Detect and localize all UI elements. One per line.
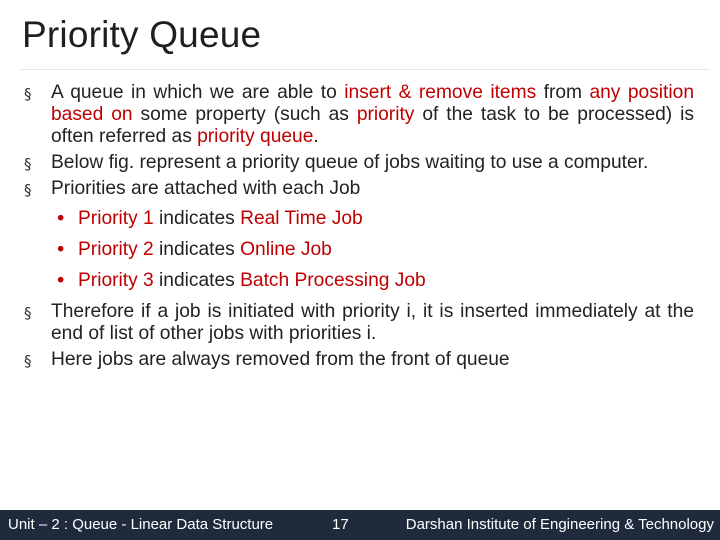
bullet-text: Priorities are attached with each Job (51, 178, 361, 199)
sub-bullet-glyph: • (55, 207, 67, 230)
bullet-text: A queue in which we are able to (51, 82, 345, 103)
bullet-text: from (536, 82, 590, 103)
bullet-text: of the task to be processed) is often referred as (51, 104, 694, 147)
sub-bullet-text: indicates (153, 239, 241, 260)
job-type: Batch Processing Job (240, 270, 426, 291)
bullet-item (22, 178, 694, 200)
sub-bullet-text: indicates (153, 270, 241, 291)
priority-label: Priority 2 (78, 239, 154, 260)
slide-content (22, 82, 694, 375)
sub-bullet-item (22, 239, 694, 261)
bullet-glyph: § (24, 181, 32, 199)
bullet-text: Therefore if a job is initiated with priority i, it is inserted immediately at the end of list of other jobs with priorities i. (51, 301, 694, 344)
bullet-item (22, 301, 694, 345)
priority-label: Priority 1 (78, 208, 154, 229)
page-number: 17 (332, 516, 349, 533)
sub-bullet-glyph: • (55, 238, 67, 261)
job-type: Online Job (240, 239, 332, 260)
bullet-text: Here jobs are always removed from the front of queue (51, 349, 510, 370)
slide-footer (0, 510, 720, 540)
bullet-text: some property (such as (132, 104, 357, 125)
title-divider (20, 69, 710, 70)
bullet-text: Below fig. represent a priority queue of jobs waiting to use a computer. (51, 152, 649, 173)
bullet-glyph: § (24, 155, 32, 173)
bullet-item (22, 349, 694, 371)
footer-unit-label: Unit – 2 : Queue - Linear Data Structure (8, 516, 274, 533)
bullet-item (22, 82, 694, 148)
sub-bullet-item (22, 270, 694, 292)
institute-name: Darshan Institute of Engineering & Technology (405, 516, 714, 533)
highlight-text: any position based on (51, 82, 694, 125)
sub-bullet-glyph: • (55, 269, 67, 292)
job-type: Real Time Job (240, 208, 363, 229)
highlight-text: priority (356, 104, 415, 125)
bullet-item (22, 152, 694, 174)
slide-title: Priority Queue (22, 14, 262, 55)
bullet-text: . (313, 126, 319, 147)
sub-bullet-text: indicates (153, 208, 241, 229)
priority-label: Priority 3 (78, 270, 154, 291)
bullet-glyph: § (24, 304, 32, 322)
sub-bullet-item (22, 208, 694, 230)
bullet-glyph: § (24, 352, 32, 370)
bullet-glyph: § (24, 85, 32, 103)
highlight-text: insert & remove items (344, 82, 537, 103)
highlight-text: priority queue (197, 126, 314, 147)
